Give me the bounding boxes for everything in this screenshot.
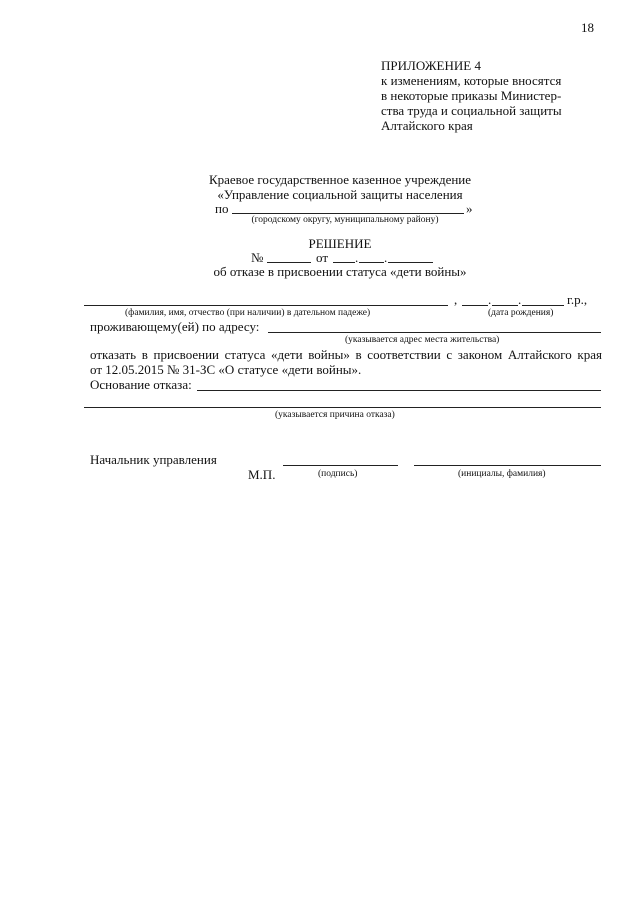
birth-day-blank[interactable] bbox=[462, 305, 488, 306]
signature-blank[interactable] bbox=[283, 465, 398, 466]
reason-blank-1[interactable] bbox=[197, 390, 601, 391]
decision-subtitle: об отказе в присвоении статуса «дети войны» bbox=[213, 264, 467, 279]
reason-hint: (указывается причина отказа) bbox=[275, 410, 395, 420]
institution-line-1: Краевое государственное казенное учреждение bbox=[208, 172, 472, 187]
decision-title: РЕШЕНИЕ bbox=[308, 236, 372, 251]
appendix-line-1: к изменениям, которые вносятся bbox=[381, 73, 562, 88]
name-initials-blank[interactable] bbox=[414, 465, 601, 466]
head-title: Начальник управления bbox=[90, 452, 217, 467]
institution-line-2: «Управление социальной защиты населения bbox=[217, 187, 463, 202]
institution-close-quote: » bbox=[466, 201, 473, 216]
stamp-place: М.П. bbox=[248, 467, 276, 482]
appendix-line-3: ства труда и социальной защиты bbox=[381, 103, 562, 118]
decision-ot: от bbox=[316, 250, 329, 265]
appendix-line-2: в некоторые приказы Министер- bbox=[381, 88, 562, 103]
reason-blank-2[interactable] bbox=[84, 407, 601, 408]
decision-number-sign: № bbox=[251, 250, 264, 265]
person-name-hint: (фамилия, имя, отчество (при наличии) в дательном падеже) bbox=[125, 308, 371, 318]
appendix-block bbox=[381, 58, 562, 133]
appendix-line-4: Алтайского края bbox=[381, 118, 473, 133]
address-hint: (указывается адрес места жительства) bbox=[345, 335, 500, 345]
reason-label: Основание отказа: bbox=[90, 377, 192, 392]
decision-year-blank[interactable] bbox=[388, 262, 433, 263]
birth-month-blank[interactable] bbox=[492, 305, 518, 306]
district-blank[interactable] bbox=[232, 213, 464, 214]
body-line-2: от 12.05.2015 № 31-ЗС «О статусе «дети войны». bbox=[90, 362, 362, 377]
address-blank[interactable] bbox=[268, 332, 601, 333]
person-gr: г.р., bbox=[567, 292, 588, 307]
initials-hint: (инициалы, фамилия) bbox=[458, 469, 546, 479]
address-label: проживающему(ей) по адресу: bbox=[90, 319, 260, 334]
page-number: 18 bbox=[581, 20, 594, 35]
person-name-blank[interactable] bbox=[84, 305, 448, 306]
institution-po: по bbox=[215, 201, 229, 216]
birth-year-blank[interactable] bbox=[522, 305, 564, 306]
decision-month-blank[interactable] bbox=[359, 262, 384, 263]
decision-day-blank[interactable] bbox=[333, 262, 355, 263]
appendix-title: ПРИЛОЖЕНИЕ 4 bbox=[381, 58, 481, 73]
person-comma: , bbox=[454, 292, 458, 307]
decision-number-blank[interactable] bbox=[267, 262, 311, 263]
district-hint: (городскому округу, муниципальному району) bbox=[251, 215, 439, 225]
body-line-1: отказать в присвоении статуса «дети войны» в соответствии с законом Алтайского края bbox=[90, 347, 602, 362]
person-birth-hint: (дата рождения) bbox=[488, 308, 554, 318]
signature-hint: (подпись) bbox=[318, 469, 358, 479]
